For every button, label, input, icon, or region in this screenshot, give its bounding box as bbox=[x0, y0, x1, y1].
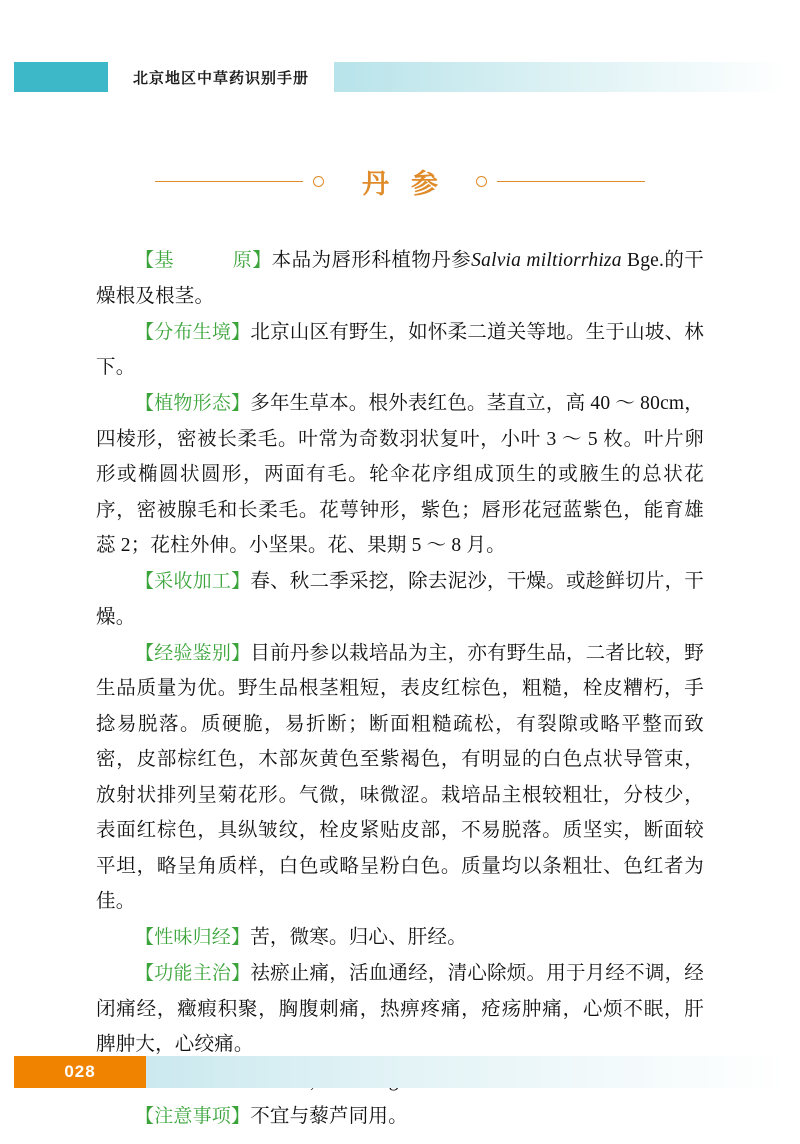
section-text-cautions: 不宜与藜芦同用。 bbox=[250, 1106, 408, 1127]
section-label-morphology: 【植物形态】 bbox=[135, 393, 251, 414]
section-label-origin: 【基 原】 bbox=[135, 250, 272, 271]
section-text-origin-latin: Salvia miltiorrhiza bbox=[471, 250, 622, 271]
section-text-properties: 苦，微寒。归心、肝经。 bbox=[250, 927, 467, 948]
section-text-identification: 目前丹参以栽培品为主，亦有野生品，二者比较，野生品质量为优。野生品根茎粗短，表皮红棕色，粗糙，栓皮糟朽，手捻易脱落。质硬脆，易折断；断面粗糙疏松，有裂隙或略平整而致密，皮部棕红色，木部灰黄色至紫褐色，有明显的白色点状导管束，放射状排列呈菊花形。气微，味微涩。栽培品主根较粗壮，分枝少，表面红棕色，具纵皱纹，栓皮紧贴皮部，不易脱落。质坚实，断面较平坦，略呈角质样，白色或略呈粉白色。质量均以条粗壮、色红者为佳。 bbox=[96, 642, 704, 912]
page-header bbox=[0, 62, 800, 94]
section-indications bbox=[96, 956, 704, 1063]
section-text-distribution: 北京山区有野生，如怀柔二道关等地。生于山坡、林下。 bbox=[96, 321, 704, 378]
section-morphology bbox=[96, 386, 704, 564]
section-label-distribution: 【分布生境】 bbox=[135, 321, 251, 343]
page-title: 丹参 bbox=[362, 168, 460, 199]
header-title: 北京地区中草药识别手册 bbox=[132, 69, 309, 87]
section-label-properties: 【性味归经】 bbox=[135, 927, 251, 948]
title-circle-left-icon bbox=[313, 176, 324, 187]
title-circle-right-icon bbox=[476, 176, 487, 187]
header-gradient-bar bbox=[334, 62, 786, 92]
footer-gradient-bar bbox=[146, 1056, 786, 1088]
section-text-origin-1: 本品为唇形科植物丹参 bbox=[271, 250, 472, 271]
header-accent-block bbox=[14, 62, 108, 92]
title-rule-left bbox=[155, 181, 303, 182]
section-origin bbox=[96, 243, 704, 314]
section-properties bbox=[96, 920, 704, 956]
title-rule-right bbox=[497, 181, 645, 182]
entry-content bbox=[96, 243, 704, 1135]
page-footer bbox=[0, 1056, 800, 1090]
section-label-identification: 【经验鉴别】 bbox=[135, 642, 251, 664]
section-text-origin-author: Bge. bbox=[627, 250, 665, 271]
section-text-origin-2: 的干燥根及根茎。 bbox=[96, 250, 704, 307]
page-number-block bbox=[14, 1056, 146, 1088]
page-number: 028 bbox=[64, 1062, 96, 1081]
section-text-harvest: 春、秋二季采挖，除去泥沙，干燥。或趁鲜切片，干燥。 bbox=[96, 571, 704, 628]
section-label-indications: 【功能主治】 bbox=[135, 963, 251, 984]
section-harvest bbox=[96, 564, 704, 635]
entry-title bbox=[0, 158, 800, 204]
section-text-indications: 祛瘀止痛，活血通经，清心除烦。用于月经不调，经闭痛经，癥瘕积聚，胸腹刺痛，热痹疼痛，疮疡肿痛，心烦不眠，肝脾肿大，心绞痛。 bbox=[96, 963, 704, 1055]
section-distribution bbox=[96, 315, 704, 386]
section-text-morphology: 多年生草本。根外表红色。茎直立，高 40 ～ 80cm，四棱形，密被长柔毛。叶常为奇数羽状复叶，小叶 3 ～ 5 枚。叶片卵形或椭圆状圆形，两面有毛。轮伞花序组成顶生的或腋生的总状花序，密被腺毛和长柔毛。花萼钟形，紫色；唇形花冠蓝紫色，能育雄蕊 2；花柱外伸。小坚果。花、果期 5 ～ 8 月。 bbox=[96, 393, 704, 556]
section-identification bbox=[96, 636, 704, 920]
header-title-box bbox=[108, 62, 334, 92]
section-label-harvest: 【采收加工】 bbox=[135, 571, 251, 592]
section-label-cautions: 【注意事项】 bbox=[135, 1106, 251, 1127]
section-cautions bbox=[96, 1099, 704, 1135]
